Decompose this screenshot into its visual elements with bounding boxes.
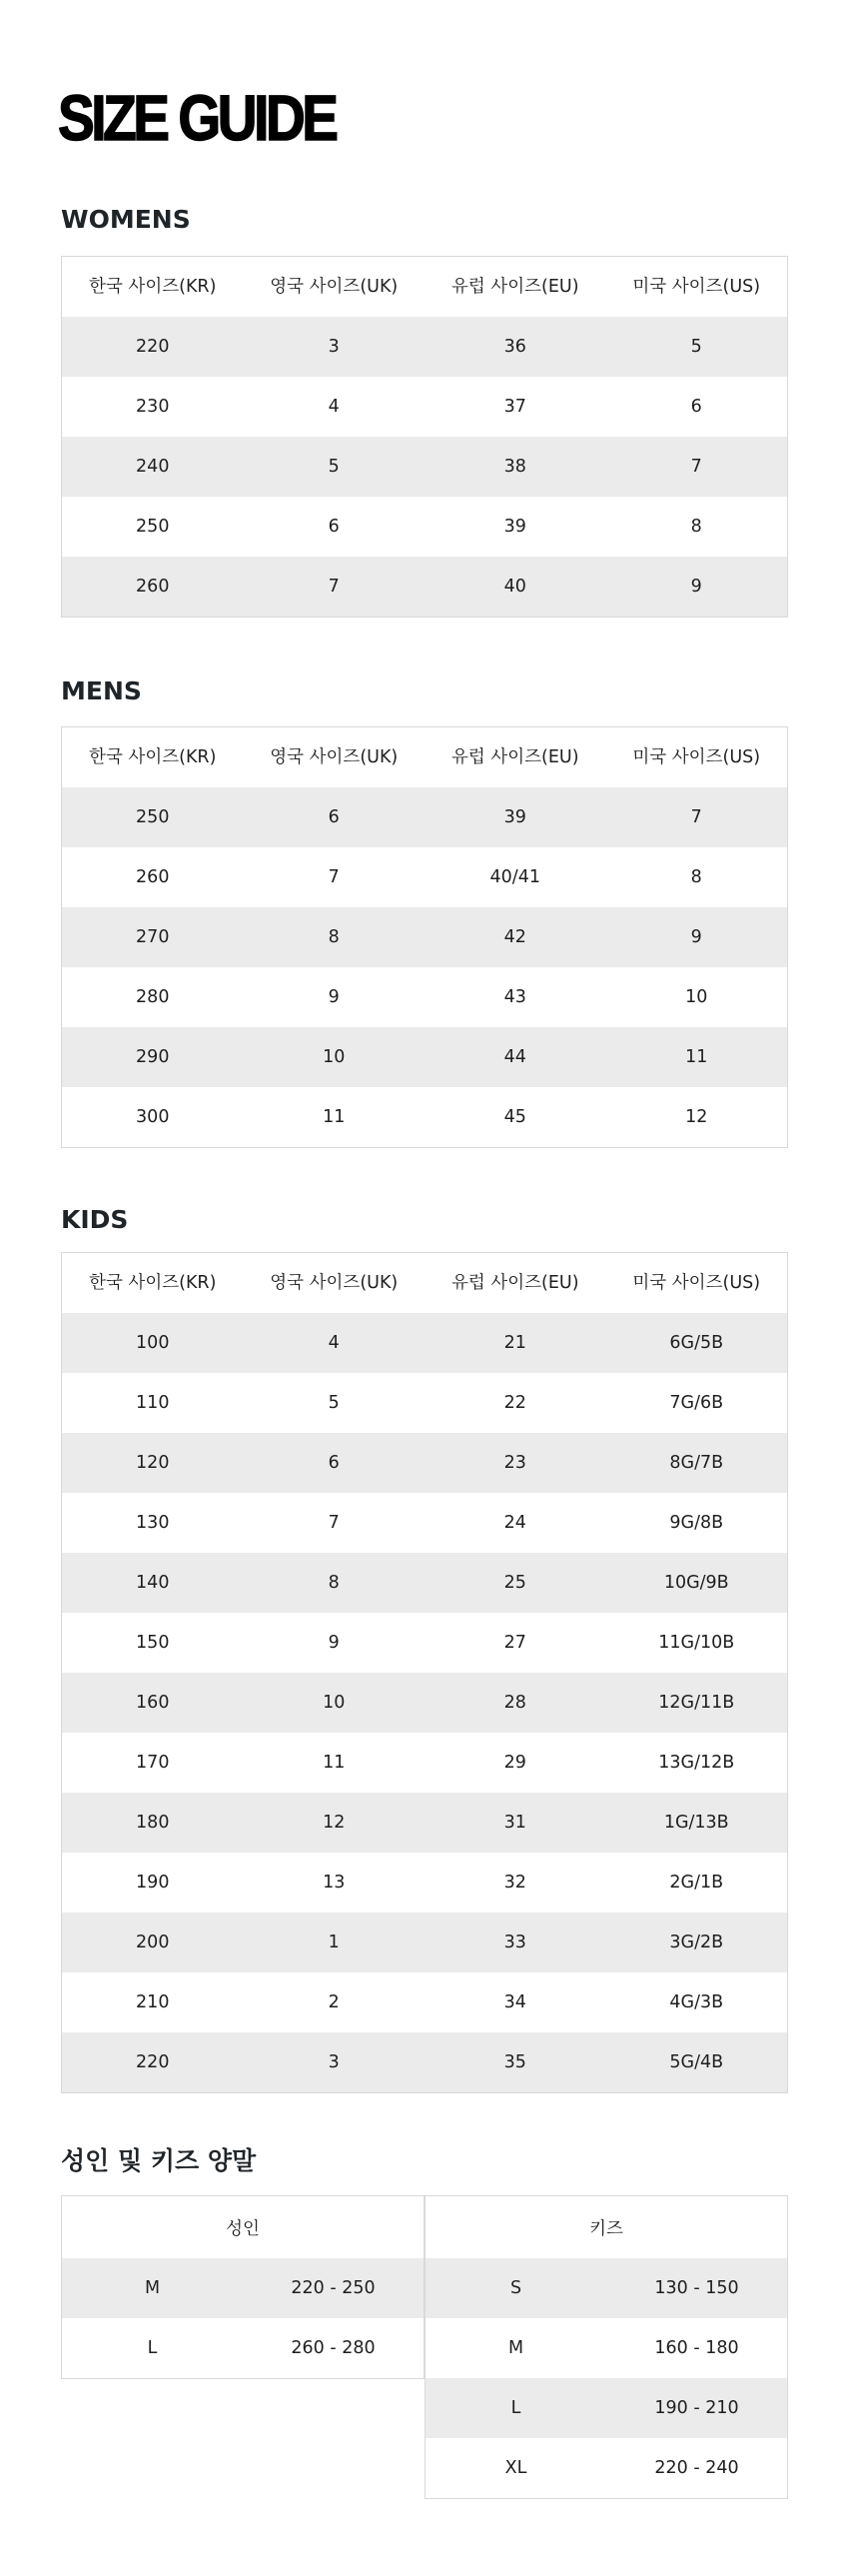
kr-size-cell: 110 xyxy=(136,1393,170,1413)
kr-size-cell: 150 xyxy=(136,1633,170,1653)
table-header-row xyxy=(62,1253,787,1313)
us-size-cell: 8 xyxy=(690,867,702,887)
table-row xyxy=(62,317,787,377)
header-kr: 한국 사이즈(KR) xyxy=(89,1273,217,1293)
table-row xyxy=(62,1853,787,1913)
table-row xyxy=(62,2258,424,2318)
kr-size-cell: 240 xyxy=(136,457,170,477)
us-size-cell: 9 xyxy=(690,927,702,947)
us-size-cell: 13G/12B xyxy=(658,1753,735,1773)
kr-size-cell: 300 xyxy=(136,1107,170,1127)
kr-size-cell: 120 xyxy=(136,1453,170,1473)
uk-size-cell: 12 xyxy=(323,1813,346,1833)
eu-size-cell: 33 xyxy=(503,1932,526,1952)
us-size-cell: 11G/10B xyxy=(658,1633,735,1653)
table-row xyxy=(62,1972,787,2032)
sock-size-cell: M xyxy=(507,2338,524,2358)
table-row xyxy=(62,1733,787,1793)
uk-size-cell: 5 xyxy=(328,457,340,477)
uk-size-cell: 8 xyxy=(328,1573,340,1593)
kr-size-cell: 220 xyxy=(136,2052,170,2072)
table-row xyxy=(62,377,787,437)
eu-size-cell: 45 xyxy=(503,1107,526,1127)
us-size-cell: 2G/1B xyxy=(669,1873,724,1893)
kr-size-cell: 140 xyxy=(136,1573,170,1593)
eu-size-cell: 29 xyxy=(503,1753,526,1773)
kr-size-cell: 210 xyxy=(136,1992,170,2012)
adult-socks-table xyxy=(61,2195,424,2379)
sock-size-cell: XL xyxy=(504,2458,527,2478)
uk-size-cell: 7 xyxy=(328,577,340,597)
uk-size-cell: 3 xyxy=(328,2052,340,2072)
socks-section-title: 성인 및 키즈 양말 xyxy=(61,2146,257,2175)
uk-size-cell: 2 xyxy=(328,1992,340,2012)
sock-range-cell: 160 - 180 xyxy=(654,2338,739,2358)
eu-size-cell: 22 xyxy=(503,1393,526,1413)
us-size-cell: 7 xyxy=(690,457,702,477)
page-title: SIZE GUIDE xyxy=(58,82,336,154)
mens-size-table xyxy=(61,726,788,1148)
kr-size-cell: 100 xyxy=(136,1333,170,1353)
table-row xyxy=(62,1027,787,1087)
kr-size-cell: 250 xyxy=(136,807,170,827)
us-size-cell: 10 xyxy=(685,987,708,1007)
table-row xyxy=(62,1373,787,1433)
us-size-cell: 6 xyxy=(690,397,702,417)
header-uk: 영국 사이즈(UK) xyxy=(270,277,399,297)
uk-size-cell: 6 xyxy=(328,517,340,537)
sock-size-cell: L xyxy=(147,2338,158,2358)
sock-size-cell: S xyxy=(509,2278,522,2298)
eu-size-cell: 21 xyxy=(503,1333,526,1353)
table-row xyxy=(62,1673,787,1733)
kr-size-cell: 230 xyxy=(136,397,170,417)
table-row xyxy=(62,787,787,847)
table-row xyxy=(62,1313,787,1373)
uk-size-cell: 13 xyxy=(323,1873,346,1893)
us-size-cell: 9G/8B xyxy=(669,1513,724,1533)
table-row xyxy=(62,847,787,907)
sock-range-cell: 190 - 210 xyxy=(654,2398,739,2418)
kr-size-cell: 170 xyxy=(136,1753,170,1773)
table-row xyxy=(62,1913,787,1972)
adult-socks-header: 성인 xyxy=(62,2196,424,2258)
eu-size-cell: 40/41 xyxy=(489,867,540,887)
kr-size-cell: 290 xyxy=(136,1047,170,1067)
header-uk: 영국 사이즈(UK) xyxy=(270,1273,399,1293)
sock-size-cell: L xyxy=(510,2398,521,2418)
us-size-cell: 12 xyxy=(685,1107,708,1127)
eu-size-cell: 24 xyxy=(503,1513,526,1533)
kr-size-cell: 200 xyxy=(136,1932,170,1952)
eu-size-cell: 37 xyxy=(503,397,526,417)
us-size-cell: 7 xyxy=(690,807,702,827)
table-row xyxy=(62,1087,787,1147)
kr-size-cell: 260 xyxy=(136,867,170,887)
sock-range-cell: 130 - 150 xyxy=(654,2278,739,2298)
table-row xyxy=(62,1493,787,1553)
us-size-cell: 10G/9B xyxy=(663,1573,729,1593)
us-size-cell: 12G/11B xyxy=(658,1693,735,1713)
table-row xyxy=(62,2318,424,2378)
kr-size-cell: 260 xyxy=(136,577,170,597)
us-size-cell: 3G/2B xyxy=(669,1932,724,1952)
kr-size-cell: 130 xyxy=(136,1513,170,1533)
table-row xyxy=(62,497,787,557)
eu-size-cell: 40 xyxy=(503,577,526,597)
uk-size-cell: 9 xyxy=(328,1633,340,1653)
uk-size-cell: 4 xyxy=(328,1333,340,1353)
kids-socks-header: 키즈 xyxy=(425,2196,787,2258)
eu-size-cell: 32 xyxy=(503,1873,526,1893)
header-us: 미국 사이즈(US) xyxy=(632,1273,761,1293)
eu-size-cell: 25 xyxy=(503,1573,526,1593)
sock-range-cell: 220 - 250 xyxy=(291,2278,376,2298)
kr-size-cell: 250 xyxy=(136,517,170,537)
eu-size-cell: 42 xyxy=(503,927,526,947)
header-eu: 유럽 사이즈(EU) xyxy=(450,277,579,297)
sock-range-cell: 260 - 280 xyxy=(291,2338,376,2358)
uk-size-cell: 3 xyxy=(328,337,340,357)
us-size-cell: 8G/7B xyxy=(669,1453,724,1473)
us-size-cell: 5G/4B xyxy=(669,2052,724,2072)
table-row xyxy=(62,1613,787,1673)
uk-size-cell: 8 xyxy=(328,927,340,947)
kr-size-cell: 280 xyxy=(136,987,170,1007)
kr-size-cell: 220 xyxy=(136,337,170,357)
uk-size-cell: 10 xyxy=(323,1693,346,1713)
sock-size-cell: M xyxy=(144,2278,161,2298)
table-header-row xyxy=(62,257,787,317)
uk-size-cell: 11 xyxy=(323,1753,346,1773)
table-row xyxy=(62,1433,787,1493)
kids-section-title: KIDS xyxy=(61,1205,129,1234)
us-size-cell: 6G/5B xyxy=(669,1333,724,1353)
kids-size-table xyxy=(61,1252,788,2093)
table-header-row xyxy=(62,727,787,787)
table-row xyxy=(62,1793,787,1853)
womens-size-table xyxy=(61,256,788,618)
kids-socks-table xyxy=(424,2195,788,2499)
kr-size-cell: 270 xyxy=(136,927,170,947)
womens-section-title: WOMENS xyxy=(61,205,191,234)
us-size-cell: 7G/6B xyxy=(669,1393,724,1413)
table-row xyxy=(425,2438,787,2498)
eu-size-cell: 43 xyxy=(503,987,526,1007)
mens-section-title: MENS xyxy=(61,676,142,705)
uk-size-cell: 7 xyxy=(328,1513,340,1533)
uk-size-cell: 5 xyxy=(328,1393,340,1413)
eu-size-cell: 35 xyxy=(503,2052,526,2072)
header-eu: 유럽 사이즈(EU) xyxy=(450,747,579,767)
us-size-cell: 11 xyxy=(685,1047,708,1067)
eu-size-cell: 44 xyxy=(503,1047,526,1067)
table-row xyxy=(425,2318,787,2378)
us-size-cell: 8 xyxy=(690,517,702,537)
uk-size-cell: 1 xyxy=(328,1932,340,1952)
header-us: 미국 사이즈(US) xyxy=(632,747,761,767)
us-size-cell: 1G/13B xyxy=(663,1813,729,1833)
kr-size-cell: 160 xyxy=(136,1693,170,1713)
eu-size-cell: 38 xyxy=(503,457,526,477)
table-row xyxy=(62,1553,787,1613)
eu-size-cell: 34 xyxy=(503,1992,526,2012)
kr-size-cell: 180 xyxy=(136,1813,170,1833)
header-us: 미국 사이즈(US) xyxy=(632,277,761,297)
eu-size-cell: 39 xyxy=(503,807,526,827)
table-row xyxy=(62,967,787,1027)
header-kr: 한국 사이즈(KR) xyxy=(89,277,217,297)
table-row xyxy=(62,907,787,967)
uk-size-cell: 9 xyxy=(328,987,340,1007)
table-row xyxy=(425,2258,787,2318)
eu-size-cell: 23 xyxy=(503,1453,526,1473)
sock-range-cell: 220 - 240 xyxy=(654,2458,739,2478)
eu-size-cell: 27 xyxy=(503,1633,526,1653)
eu-size-cell: 36 xyxy=(503,337,526,357)
table-row xyxy=(62,557,787,617)
us-size-cell: 5 xyxy=(690,337,702,357)
eu-size-cell: 31 xyxy=(503,1813,526,1833)
us-size-cell: 9 xyxy=(690,577,702,597)
header-uk: 영국 사이즈(UK) xyxy=(270,747,399,767)
uk-size-cell: 10 xyxy=(323,1047,346,1067)
uk-size-cell: 6 xyxy=(328,1453,340,1473)
uk-size-cell: 7 xyxy=(328,867,340,887)
table-row xyxy=(62,437,787,497)
header-kr: 한국 사이즈(KR) xyxy=(89,747,217,767)
kr-size-cell: 190 xyxy=(136,1873,170,1893)
uk-size-cell: 6 xyxy=(328,807,340,827)
uk-size-cell: 4 xyxy=(328,397,340,417)
header-eu: 유럽 사이즈(EU) xyxy=(450,1273,579,1293)
uk-size-cell: 11 xyxy=(323,1107,346,1127)
eu-size-cell: 39 xyxy=(503,517,526,537)
table-row xyxy=(62,2032,787,2092)
us-size-cell: 4G/3B xyxy=(669,1992,724,2012)
eu-size-cell: 28 xyxy=(503,1693,526,1713)
table-row xyxy=(425,2378,787,2438)
